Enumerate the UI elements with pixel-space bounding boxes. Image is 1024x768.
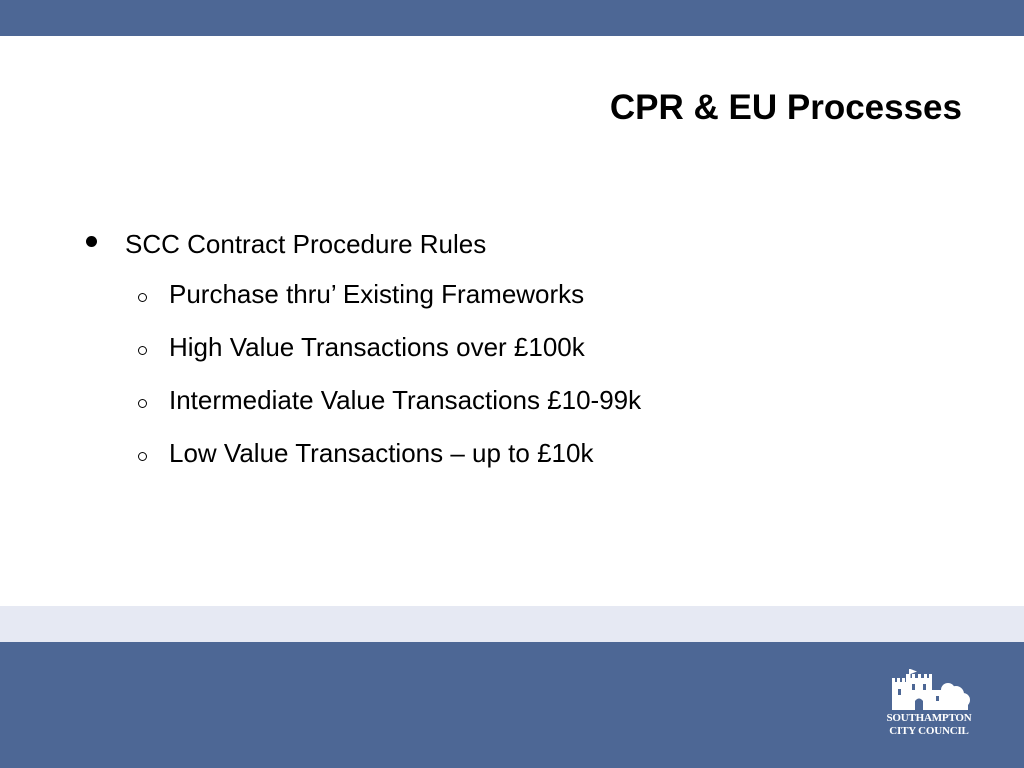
slide-title: CPR & EU Processes (609, 88, 962, 127)
bullet-icon (86, 236, 97, 247)
logo-line-1: SOUTHAMPTON (886, 712, 972, 724)
bullet-item (86, 226, 486, 262)
circle-bullet-icon (138, 452, 147, 461)
sub-bullet-text: Purchase thru’ Existing Frameworks (169, 279, 585, 309)
southampton-city-council-logo (884, 664, 974, 746)
logo-wordmark (884, 712, 974, 738)
top-header-band (0, 0, 1024, 36)
logo-line-2: CITY COUNCIL (889, 725, 969, 737)
circle-bullet-icon (138, 293, 147, 302)
circle-bullet-icon (138, 346, 147, 355)
sub-bullet-list (138, 276, 641, 488)
sub-bullet-text: Intermediate Value Transactions £10-99k (169, 385, 642, 415)
castle-icon (884, 664, 974, 712)
sub-bullet-item (138, 382, 641, 418)
bullet-text: SCC Contract Procedure Rules (125, 229, 487, 259)
circle-bullet-icon (138, 399, 147, 408)
sub-bullet-item (138, 329, 641, 365)
footer-light-band (0, 606, 1024, 642)
sub-bullet-text: Low Value Transactions – up to £10k (169, 438, 594, 468)
sub-bullet-item (138, 276, 641, 312)
footer-band (0, 642, 1024, 768)
sub-bullet-item (138, 435, 641, 471)
sub-bullet-text: High Value Transactions over £100k (169, 332, 585, 362)
